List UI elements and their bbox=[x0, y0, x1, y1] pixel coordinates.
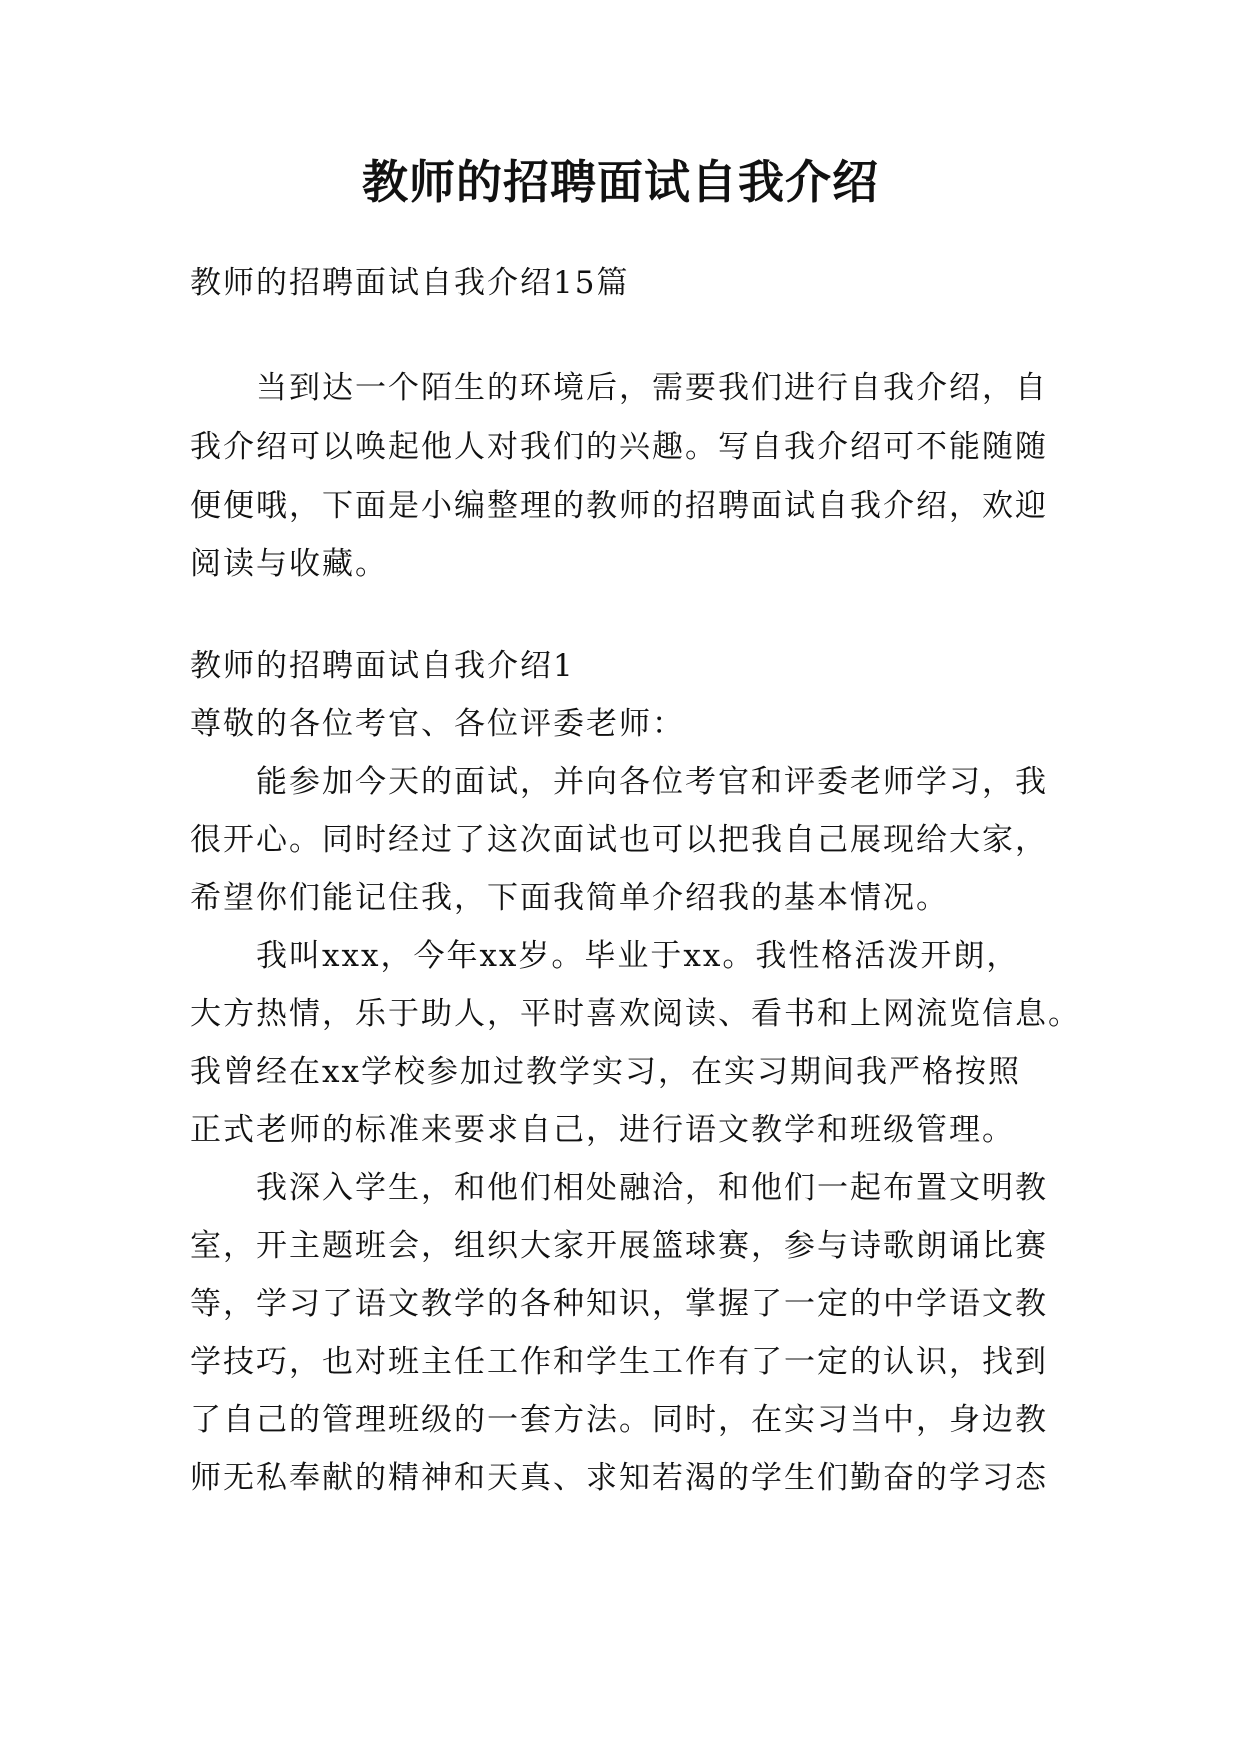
section-heading: 教师的招聘面试自我介绍1 bbox=[190, 648, 575, 684]
paragraph-line: 很开心。同时经过了这次面试也可以把我自己展现给大家， bbox=[190, 822, 1048, 858]
paragraph-line: 等，学习了语文教学的各种知识，掌握了一定的中学语文教 bbox=[190, 1286, 1048, 1322]
paragraph-line: 希望你们能记住我，下面我简单介绍我的基本情况。 bbox=[190, 880, 949, 916]
paragraph-line: 了自己的管理班级的一套方法。同时，在实习当中，身边教 bbox=[190, 1402, 1048, 1438]
intro-line: 便便哦，下面是小编整理的教师的招聘面试自我介绍，欢迎 bbox=[190, 488, 1048, 524]
paragraph-line: 我叫xxx，今年xx岁。毕业于xx。我性格活泼开朗， bbox=[256, 938, 1020, 974]
paragraph-line: 学技巧，也对班主任工作和学生工作有了一定的认识，找到 bbox=[190, 1344, 1048, 1380]
paragraph-line: 正式老师的标准来要求自己，进行语文教学和班级管理。 bbox=[190, 1112, 1015, 1148]
salutation: 尊敬的各位考官、各位评委老师： bbox=[190, 706, 685, 742]
document-title: 教师的招聘面试自我介绍 bbox=[362, 155, 879, 209]
intro-line: 阅读与收藏。 bbox=[190, 546, 388, 582]
paragraph-line: 师无私奉献的精神和天真、求知若渴的学生们勤奋的学习态 bbox=[190, 1460, 1048, 1496]
paragraph-line: 能参加今天的面试，并向各位考官和评委老师学习，我 bbox=[256, 764, 1048, 800]
paragraph-line: 大方热情，乐于助人，平时喜欢阅读、看书和上网流览信息。 bbox=[190, 996, 1081, 1032]
document-subtitle: 教师的招聘面试自我介绍15篇 bbox=[190, 265, 630, 301]
paragraph-line: 我深入学生，和他们相处融洽，和他们一起布置文明教 bbox=[256, 1170, 1048, 1206]
intro-line: 当到达一个陌生的环境后，需要我们进行自我介绍，自 bbox=[256, 370, 1048, 406]
paragraph-line: 室，开主题班会，组织大家开展篮球赛，参与诗歌朗诵比赛 bbox=[190, 1228, 1048, 1264]
intro-line: 我介绍可以唤起他人对我们的兴趣。写自我介绍可不能随随 bbox=[190, 429, 1048, 465]
paragraph-line: 我曾经在xx学校参加过教学实习，在实习期间我严格按照 bbox=[190, 1054, 1021, 1090]
